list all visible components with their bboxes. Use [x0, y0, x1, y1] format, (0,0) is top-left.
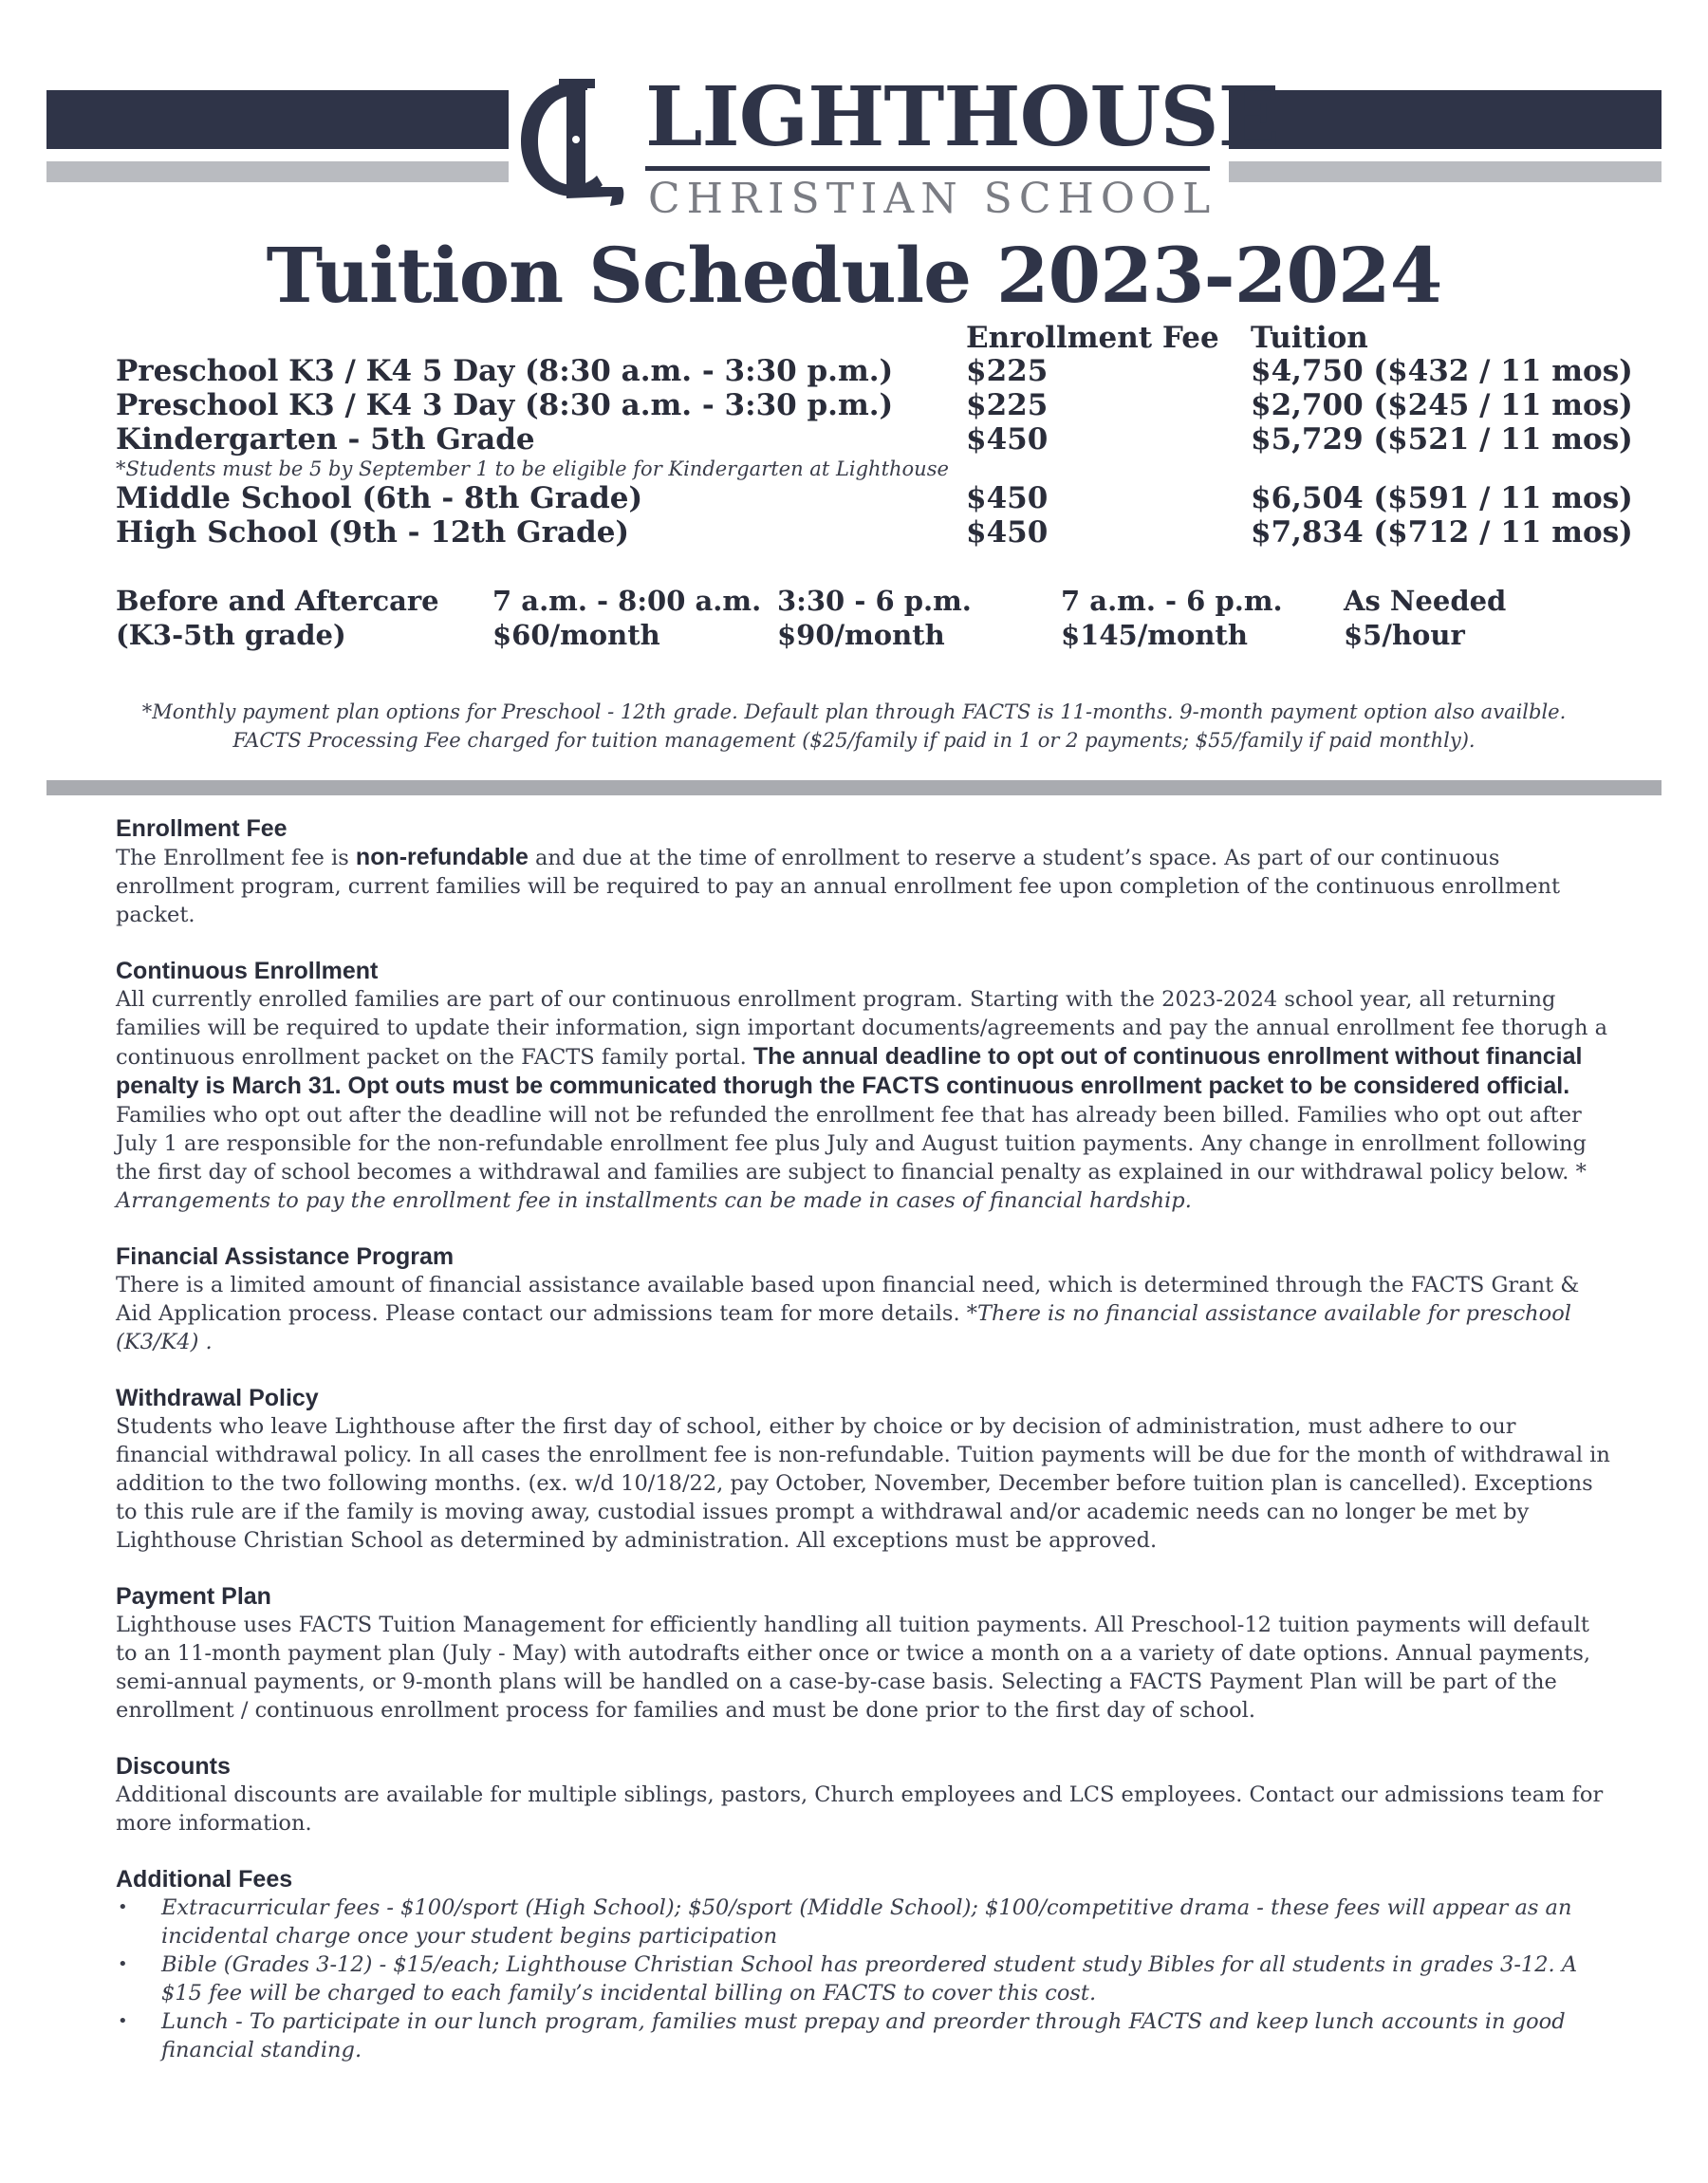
enrollment-fee-value: $225 — [966, 388, 1049, 422]
aftercare-time: 7 a.m. - 6 p.m. — [1061, 585, 1283, 617]
table-row — [0, 388, 1708, 422]
section-heading: Discounts — [116, 1753, 231, 1780]
header-stripe-right — [1229, 161, 1662, 182]
section-heading: Continuous Enrollment — [116, 958, 379, 984]
enrollment-fee-value: $225 — [966, 354, 1049, 388]
section-body: Lighthouse uses FACTS Tuition Management for efficiently handling all tuition payments. All Preschool-12 tuition payments will default to an 11-month payment plan (July - May) with autodrafts either once or twice a month on a a variety of date options. Annual payments, semi-annual payments, or 9-month plans will be handled on a case-by-case basis. Selecting a FACTS Payment Plan will be part of the enrollment / continuous enrollment process for families and must be done prior to the first day of school. — [116, 1613, 1591, 1723]
aftercare-price: $5/hour — [1344, 619, 1465, 651]
additional-fees-list — [116, 1894, 1615, 2064]
aftercare-pricing — [0, 584, 1708, 656]
program-name: High School (9th - 12th Grade) — [116, 515, 630, 550]
header-bar-left — [46, 90, 509, 149]
enrollment-fee-value: $450 — [966, 422, 1049, 457]
tuition-value: $5,729 ($521 / 11 mos) — [1251, 422, 1633, 457]
section-heading: Financial Assistance Program — [116, 1243, 455, 1270]
payment-plan-note — [0, 698, 1708, 755]
discounts-section — [116, 1752, 1615, 1838]
table-row — [0, 354, 1708, 388]
kindergarten-age-note: *Students must be 5 by September 1 to be eligible for Kindergarten at Lighthouse — [116, 457, 949, 480]
section-body: Additional discounts are available for multiple siblings, pastors, Church employees and LCS employees. Contact our admissions team for more information. — [116, 1782, 1604, 1836]
list-item: • Extracurricular fees - $100/sport (High School); $50/sport (Middle School); $100/competitive drama - these fees will appear as an incidental charge once your student begins participation — [116, 1894, 1615, 1950]
lighthouse-monogram-icon — [508, 73, 631, 215]
aftercare-sublabel: (K3-5th grade) — [116, 619, 346, 651]
program-name: Kindergarten - 5th Grade — [116, 422, 535, 457]
enrollment-fee-value: $450 — [966, 481, 1049, 515]
payment-note-line: FACTS Processing Fee charged for tuition management ($25/family if paid in 1 or 2 payments; $55/family if paid monthly). — [232, 729, 1476, 752]
preschool-aid-note: *There is no financial assistance available for preschool (K3/K4) . — [116, 1301, 1571, 1354]
header-bar-right — [1229, 90, 1662, 149]
school-subtitle: CHRISTIAN SCHOOL — [648, 175, 1217, 223]
tuition-value: $4,750 ($432 / 11 mos) — [1251, 354, 1633, 388]
school-logo — [493, 68, 1280, 223]
tuition-value: $2,700 ($245 / 11 mos) — [1251, 388, 1633, 422]
section-body: There is a limited amount of financial assistance available based upon financial need, which is determined through the FACTS Grant & Aid Application process. Please contact our admissions team for more details. *There is no financial assistance available for preschool (K3/K4) . — [116, 1273, 1580, 1354]
table-row — [0, 481, 1708, 515]
tuition-value: $7,834 ($712 / 11 mos) — [1251, 515, 1633, 550]
aftercare-time: 3:30 - 6 p.m. — [777, 585, 972, 617]
policy-sections — [116, 814, 1615, 2092]
tuition-value: $6,504 ($591 / 11 mos) — [1251, 481, 1633, 515]
enrollment-fee-value: $450 — [966, 515, 1049, 550]
aftercare-time: As Needed — [1344, 585, 1507, 617]
list-item: • Lunch - To participate in our lunch program, families must prepay and preorder through FACTS and keep lunch accounts in good financial standing. — [116, 2007, 1615, 2064]
program-name: Preschool K3 / K4 3 Day (8:30 a.m. - 3:30 p.m.) — [116, 388, 894, 422]
program-name: Middle School (6th - 8th Grade) — [116, 481, 643, 515]
aftercare-time: 7 a.m. - 8:00 a.m. — [492, 585, 762, 617]
tuition-column-header: Tuition — [1251, 321, 1368, 355]
school-name: LIGHTHOUSE — [645, 69, 1280, 165]
program-name: Preschool K3 / K4 5 Day (8:30 a.m. - 3:30 p.m.) — [116, 354, 894, 388]
fee-table — [0, 354, 1708, 550]
emphasis: non-refundable — [355, 844, 529, 870]
section-body: All currently enrolled families are part of our continuous enrollment program. Starting with the 2023-2024 school year, all returning families will be required to update their information, sign important documents/agreements and pay the annual enrollment fee thorugh a continuous enrollment packet on the FACTS family portal. The annual deadline to opt out of continuous enrollment without financial penalty is March 31. Opt outs must be communicated thorugh the FACTS continuous enrollment packet to be considered official. Families who opt out after the deadline will not be refunded the enrollment fee that has already been billed. Families who opt out after July 1 are responsible for the non-refundable enrollment fee plus July and August tuition payments. Any change in enrollment following the first day of school becomes a withdrawal and families are subject to financial penalty as explained in our withdrawal policy below. * Arrangements to pay the enrollment fee in installments can be made in cases of financial hardship. — [116, 987, 1608, 1213]
enrollment-fee-section — [116, 814, 1615, 929]
section-heading: Withdrawal Policy — [116, 1385, 319, 1411]
section-heading: Enrollment Fee — [116, 815, 288, 842]
hardship-note: * Arrangements to pay the enrollment fee in installments can be made in cases of financial hardship. — [116, 1160, 1587, 1213]
section-heading: Payment Plan — [116, 1583, 271, 1610]
fee-table-header — [0, 321, 1708, 355]
payment-plan-section — [116, 1582, 1615, 1725]
payment-note-line: *Monthly payment plan options for Preschool - 12th grade. Default plan through FACTS is 11-months. 9-month payment option also availble. — [141, 700, 1567, 723]
aftercare-price: $145/month — [1061, 619, 1248, 651]
aftercare-price: $60/month — [492, 619, 660, 651]
section-heading: Additional Fees — [116, 1866, 293, 1893]
logo-rule — [645, 166, 1210, 171]
continuous-enrollment-section — [116, 957, 1615, 1215]
withdrawal-policy-section — [116, 1384, 1615, 1555]
list-item: • Bible (Grades 3-12) - $15/each; Lighthouse Christian School has preordered student study Bibles for all students in grades 3-12. A $15 fee will be charged to each family’s incidental billing on FACTS to cover this cost. — [116, 1950, 1615, 2007]
page-title: Tuition Schedule 2023-2024 — [266, 231, 1442, 320]
opt-out-deadline: The annual deadline to opt out of continuous enrollment without financial penalty is March 31. Opt outs must be communicated thorugh the FACTS continuous enrollment packet to be considered official. — [116, 1043, 1583, 1099]
financial-assistance-section — [116, 1242, 1615, 1356]
aftercare-label: Before and Aftercare — [116, 585, 439, 617]
aftercare-price: $90/month — [777, 619, 945, 651]
table-row — [0, 422, 1708, 457]
section-body: The Enrollment fee is non-refundable and due at the time of enrollment to reserve a student’s space. As part of our continuous enrollment program, current families will be required to pay an annual enrollment fee upon completion of the continuous enrollment packet. — [116, 844, 1560, 927]
header-stripe-left — [46, 161, 509, 182]
table-row — [0, 515, 1708, 550]
section-body: Students who leave Lighthouse after the first day of school, either by choice or by decision of administration, must adhere to our financial withdrawal policy. In all cases the enrollment fee is non-refundable. Tuition payments will be due for the month of withdrawal in addition to the two following months. (ex. w/d 10/18/22, pay October, November, December before tuition plan is cancelled). Exceptions to this rule are if the family is moving away, custodial issues prompt a withdrawal and/or academic needs can no longer be met by Lighthouse Christian School as determined by administration. All exceptions must be approved. — [116, 1414, 1610, 1553]
additional-fees-section — [116, 1865, 1615, 2064]
enrollment-fee-column-header: Enrollment Fee — [966, 321, 1219, 355]
section-divider — [46, 780, 1662, 795]
